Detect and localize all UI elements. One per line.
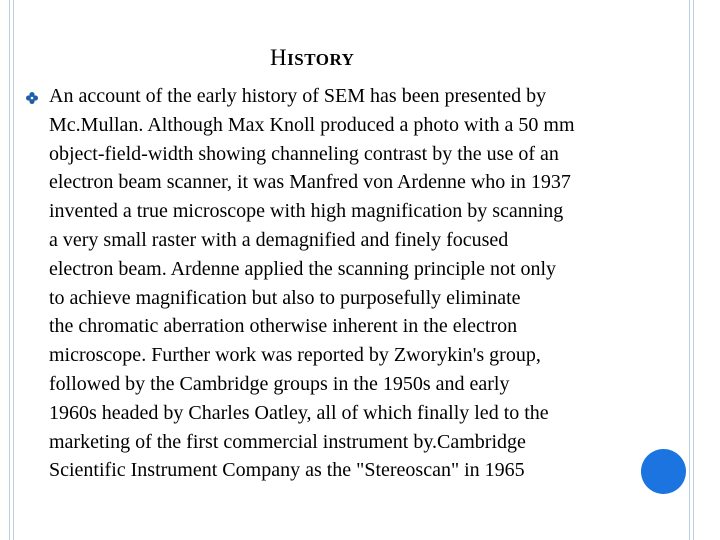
body-line: a very small raster with a demagnified and finely focused: [49, 228, 509, 251]
slide-frame-left: [9, 0, 14, 540]
body-line: invented a true microscope with high magnification by scanning: [49, 200, 564, 223]
body-line: followed by the Cambridge groups in the 1950s and early: [49, 372, 510, 395]
body-line: 1960s headed by Charles Oatley, all of which finally led to the: [49, 401, 549, 424]
body-line: Scientific Instrument Company as the "Stereoscan" in 1965: [49, 459, 525, 482]
body-line: microscope. Further work was reported by Zworykin's group,: [49, 344, 541, 367]
slide-title-initial: H: [270, 45, 288, 70]
flower-bullet-icon: [26, 92, 38, 104]
slide-title: [270, 44, 354, 74]
body-line: Mc.Mullan. Although Max Knoll produced a photo with a 50 mm: [49, 113, 575, 136]
body-line: electron beam. Ardenne applied the scanning principle not only: [49, 257, 557, 280]
body-line: An account of the early history of SEM has been presented by: [49, 85, 547, 107]
body-paragraph: [49, 82, 689, 485]
body-line: object-field-width showing channeling contrast by the use of an: [49, 142, 559, 165]
body-line: electron beam scanner, it was Manfred von Ardenne who in 1937: [49, 171, 571, 194]
body-line: the chromatic aberration otherwise inherent in the electron: [49, 315, 518, 338]
body-line: to achieve magnification but also to purposefully eliminate: [49, 286, 521, 309]
navigation-circle-button[interactable]: [641, 449, 686, 494]
slide-title-rest: ISTORY: [287, 50, 355, 69]
body-line: marketing of the first commercial instrument by.Cambridge: [49, 430, 526, 453]
slide-frame-right: [689, 0, 694, 540]
